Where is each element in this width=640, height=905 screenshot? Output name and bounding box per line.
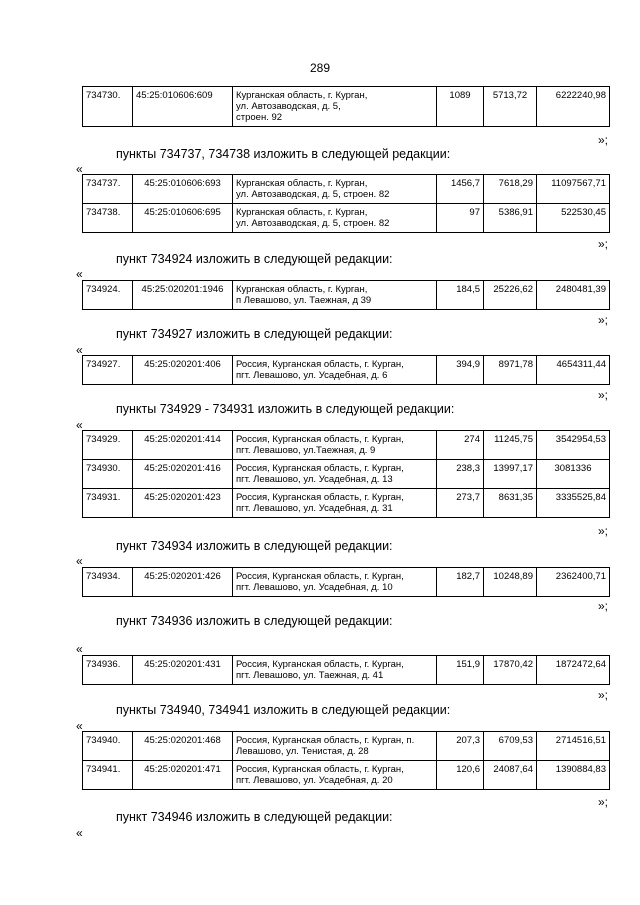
- area: 182,7: [437, 568, 484, 597]
- area: 274: [437, 431, 484, 460]
- address: Курганская область, г. Курган, ул. Автозаводская, д. 5, строен. 82: [233, 204, 437, 233]
- item-number: 734924.: [83, 281, 133, 310]
- unit-price: 13997,17: [484, 460, 537, 489]
- amendment-heading: пункт 734936 изложить в следующей редакции:: [116, 614, 393, 628]
- cadastral-number: 45:25:020201:468: [133, 732, 233, 761]
- cadastral-value: 3335525,84: [537, 489, 610, 518]
- opening-quote: «: [76, 719, 83, 733]
- unit-price: 25226,62: [484, 281, 537, 310]
- data-table: [82, 174, 610, 233]
- area: 273,7: [437, 489, 484, 518]
- data-table: [82, 655, 610, 685]
- address: Россия, Курганская область, г. Курган, пгт. Левашово, ул. Усадебная, д. 6: [233, 356, 437, 385]
- area: 120,6: [437, 761, 484, 790]
- item-number: 734930.: [83, 460, 133, 489]
- cadastral-value: 1390884,83: [537, 761, 610, 790]
- area: 1089: [437, 87, 484, 127]
- table-row: [83, 656, 610, 685]
- amendment-heading: пункты 734940, 734941 изложить в следующей редакции:: [116, 703, 451, 717]
- cadastral-value: 522530,45: [537, 204, 610, 233]
- unit-price: 17870,42: [484, 656, 537, 685]
- closing-quote: »;: [598, 795, 609, 809]
- address: Россия, Курганская область, г. Курган, пгт. Левашово, ул. Усадебная, д. 10: [233, 568, 437, 597]
- opening-quote: «: [76, 418, 83, 432]
- amendment-heading: пункт 734946 изложить в следующей редакции:: [116, 810, 393, 824]
- item-number: 734929.: [83, 431, 133, 460]
- cadastral-number: 45:25:020201:416: [133, 460, 233, 489]
- cadastral-value: 4654311,44: [537, 356, 610, 385]
- address: Курганская область, г. Курган, ул. Автозаводская, д. 5, строен. 92: [233, 87, 437, 127]
- table-row: [83, 204, 610, 233]
- cadastral-number: 45:25:020201:431: [133, 656, 233, 685]
- cadastral-number: 45:25:020201:426: [133, 568, 233, 597]
- opening-quote: «: [76, 343, 83, 357]
- item-number: 734738.: [83, 204, 133, 233]
- cadastral-number: 45:25:020201:1946: [133, 281, 233, 310]
- table-row: [83, 761, 610, 790]
- address: Россия, Курганская область, г. Курган, пгт. Левашово, ул. Усадебная, д. 20: [233, 761, 437, 790]
- area: 207,3: [437, 732, 484, 761]
- unit-price: 11245,75: [484, 431, 537, 460]
- item-number: 734936.: [83, 656, 133, 685]
- table-row: [83, 281, 610, 310]
- table-row: [83, 732, 610, 761]
- area: 97: [437, 204, 484, 233]
- amendment-heading: пункты 734737, 734738 изложить в следующей редакции:: [116, 147, 451, 161]
- cadastral-value: 11097567,71: [537, 175, 610, 204]
- cadastral-number: 45:25:020201:414: [133, 431, 233, 460]
- unit-price: 5386,91: [484, 204, 537, 233]
- cadastral-number: 45:25:020201:471: [133, 761, 233, 790]
- address: Курганская область, г. Курган, п Левашово, ул. Таежная, д 39: [233, 281, 437, 310]
- area: 394,9: [437, 356, 484, 385]
- item-number: 734737.: [83, 175, 133, 204]
- unit-price: 10248,89: [484, 568, 537, 597]
- closing-quote: »;: [598, 688, 609, 702]
- cadastral-value: 6222240,98: [537, 87, 610, 127]
- unit-price: 6709,53: [484, 732, 537, 761]
- closing-quote: »;: [598, 388, 609, 402]
- opening-quote: «: [76, 162, 83, 176]
- amendment-heading: пункт 734934 изложить в следующей редакции:: [116, 539, 393, 553]
- item-number: 734940.: [83, 732, 133, 761]
- item-number: 734934.: [83, 568, 133, 597]
- opening-quote: «: [76, 642, 83, 656]
- opening-quote: «: [76, 267, 83, 281]
- table-row: [83, 489, 610, 518]
- table-row: [83, 431, 610, 460]
- unit-price: 7618,29: [484, 175, 537, 204]
- data-table: [82, 567, 610, 597]
- cadastral-value: 2362400,71: [537, 568, 610, 597]
- closing-quote: »;: [598, 133, 609, 147]
- cadastral-value: 1872472,64: [537, 656, 610, 685]
- opening-quote: «: [76, 554, 83, 568]
- address: Россия, Курганская область, г. Курган, пгт. Левашово, ул.Таежная, д. 9: [233, 431, 437, 460]
- unit-price: 24087,64: [484, 761, 537, 790]
- table-row: [83, 356, 610, 385]
- closing-quote: »;: [598, 237, 609, 251]
- area: 184,5: [437, 281, 484, 310]
- item-number: 734927.: [83, 356, 133, 385]
- table-row: [83, 87, 610, 127]
- cadastral-value: 2480481,39: [537, 281, 610, 310]
- address: Россия, Курганская область, г. Курган, пгт. Левашово, ул. Усадебная, д. 13: [233, 460, 437, 489]
- item-number: 734730.: [83, 87, 133, 127]
- table-row: [83, 568, 610, 597]
- item-number: 734941.: [83, 761, 133, 790]
- cadastral-number: 45:25:020201:423: [133, 489, 233, 518]
- data-table: [82, 280, 610, 310]
- cadastral-value: 3081336: [537, 460, 610, 489]
- area: 151,9: [437, 656, 484, 685]
- table-row: [83, 175, 610, 204]
- closing-quote: »;: [598, 524, 609, 538]
- address: Курганская область, г. Курган, ул. Автозаводская, д. 5, строен. 82: [233, 175, 437, 204]
- data-table: [82, 355, 610, 385]
- data-table: [82, 86, 610, 127]
- page-number: 289: [309, 61, 331, 75]
- amendment-heading: пункт 734927 изложить в следующей редакции:: [116, 327, 393, 341]
- data-table: [82, 731, 610, 790]
- data-table: [82, 430, 610, 518]
- cadastral-number: 45:25:010606:609: [133, 87, 233, 127]
- table-row: [83, 460, 610, 489]
- cadastral-value: 3542954,53: [537, 431, 610, 460]
- area: 1456,7: [437, 175, 484, 204]
- address: Россия, Курганская область, г. Курган, пгт. Левашово, ул. Таежная, д. 41: [233, 656, 437, 685]
- cadastral-number: 45:25:010606:693: [133, 175, 233, 204]
- unit-price: 8971,78: [484, 356, 537, 385]
- amendment-heading: пункт 734924 изложить в следующей редакции:: [116, 252, 393, 266]
- cadastral-number: 45:25:010606:695: [133, 204, 233, 233]
- opening-quote: «: [76, 826, 83, 840]
- address: Россия, Курганская область, г. Курган, п. Левашово, ул. Тенистая, д. 28: [233, 732, 437, 761]
- unit-price: 5713,72: [484, 87, 537, 127]
- closing-quote: »;: [598, 599, 609, 613]
- amendment-heading: пункты 734929 - 734931 изложить в следующей редакции:: [116, 402, 455, 416]
- item-number: 734931.: [83, 489, 133, 518]
- cadastral-number: 45:25:020201:406: [133, 356, 233, 385]
- closing-quote: »;: [598, 313, 609, 327]
- unit-price: 8631,35: [484, 489, 537, 518]
- address: Россия, Курганская область, г. Курган, пгт. Левашово, ул. Усадебная, д. 31: [233, 489, 437, 518]
- cadastral-value: 2714516,51: [537, 732, 610, 761]
- area: 238,3: [437, 460, 484, 489]
